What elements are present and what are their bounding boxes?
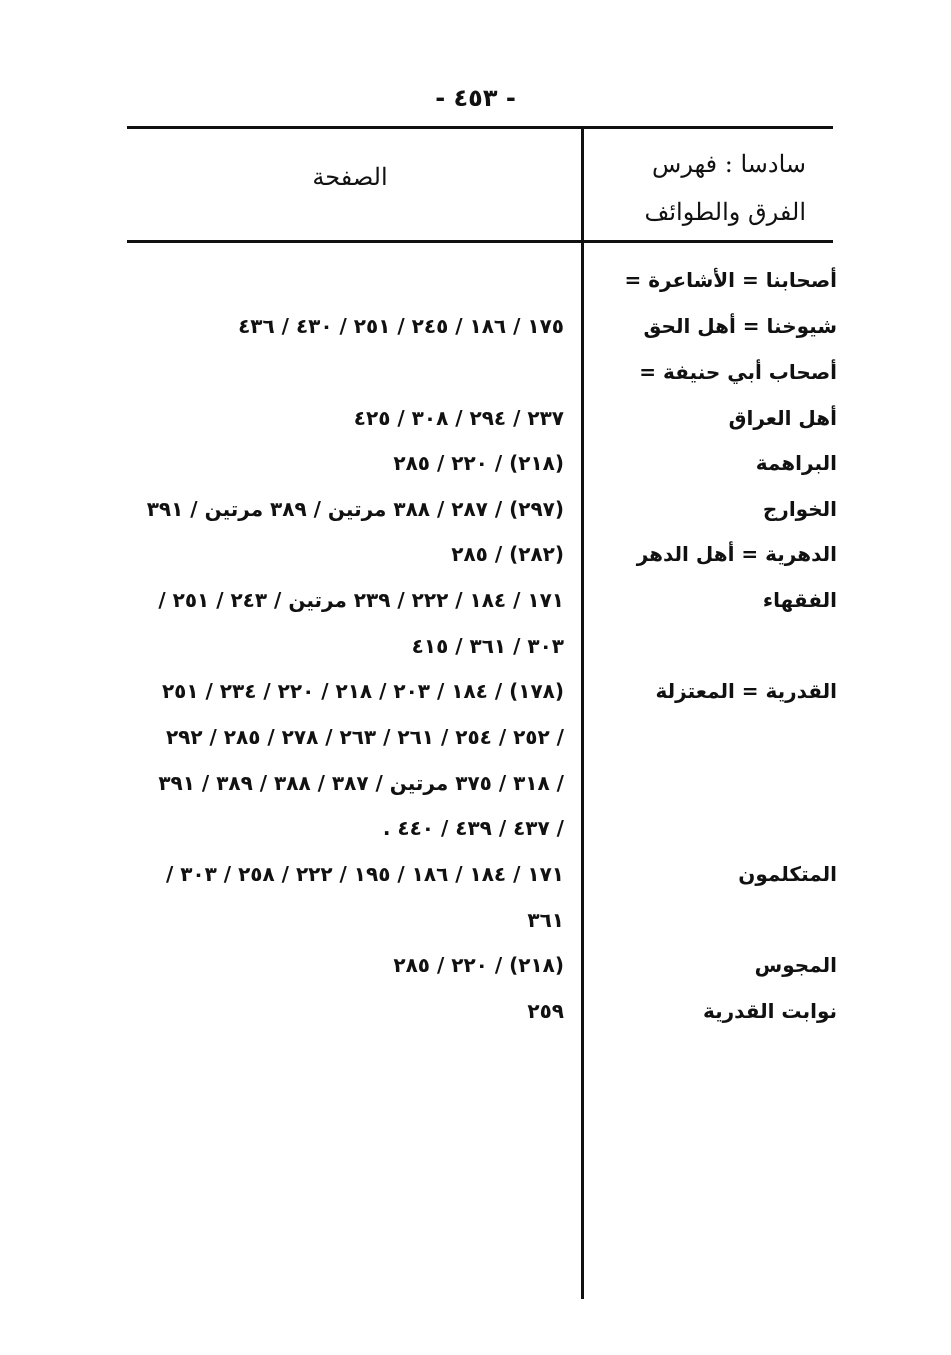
- index-term: نوابت القدرية: [702, 999, 837, 1023]
- index-pages: / ٢٥٢ / ٢٥٤ / ٢٦١ / ٢٦٣ / ٢٧٨ / ٢٨٥ / ٢٩٢: [165, 725, 564, 749]
- index-row: [0, 953, 951, 999]
- top-rule: [127, 126, 833, 129]
- index-pages: (١٧٨) / ١٨٤ / ٢٠٣ / ٢١٨ / ٢٢٠ / ٢٣٤ / ٢٥١: [161, 679, 564, 703]
- index-pages: / ٣١٨ / ٣٧٥ مرتين / ٣٨٧ / ٣٨٨ / ٣٨٩ / ٣٩١: [158, 771, 564, 795]
- index-pages: ٣٦١: [527, 908, 564, 932]
- index-pages: (٢١٨) / ٢٢٠ / ٢٨٥: [393, 953, 564, 977]
- index-row: [0, 314, 951, 360]
- index-row: [0, 725, 951, 771]
- index-pages: (٢١٨) / ٢٢٠ / ٢٨٥: [393, 451, 564, 475]
- index-pages: (٢٩٧) / ٢٨٧ / ٣٨٨ مرتين / ٣٨٩ مرتين / ٣٩١: [146, 497, 564, 521]
- index-row: [0, 862, 951, 908]
- index-term: شيوخنا = أهل الحق: [643, 314, 837, 338]
- index-pages: / ٤٣٧ / ٤٣٩ / ٤٤٠ .: [382, 816, 564, 840]
- index-term: أصحاب أبي حنيفة =: [639, 360, 837, 384]
- index-row: [0, 542, 951, 588]
- index-pages: ٣٠٣ / ٣٦١ / ٤١٥: [411, 634, 564, 658]
- index-pages: ٢٣٧ / ٢٩٤ / ٣٠٨ / ٤٢٥: [353, 406, 564, 430]
- index-pages: (٢٨٢) / ٢٨٥: [451, 542, 564, 566]
- index-term: الفقهاء: [762, 588, 837, 612]
- index-row: [0, 497, 951, 543]
- index-term: المتكلمون: [738, 862, 837, 886]
- pages-column-header: الصفحة: [312, 163, 388, 191]
- index-row: [0, 771, 951, 817]
- section-title-line1: سادسا : فهرس: [652, 150, 806, 178]
- index-term: المجوس: [754, 953, 837, 977]
- index-term: الخوارج: [762, 497, 837, 521]
- index-pages: ١٧٥ / ١٨٦ / ٢٤٥ / ٢٥١ / ٤٣٠ / ٤٣٦: [238, 314, 564, 338]
- index-row: [0, 816, 951, 862]
- index-term: الدهرية = أهل الدهر: [636, 542, 837, 566]
- index-row: [0, 679, 951, 725]
- index-row: [0, 360, 951, 406]
- section-title-line2: الفرق والطوائف: [644, 198, 806, 226]
- index-row: [0, 999, 951, 1045]
- index-row: [0, 634, 951, 680]
- section-title: [576, 140, 806, 236]
- index-row: [0, 451, 951, 497]
- index-row: [0, 908, 951, 954]
- index-term: أصحابنا = الأشاعرة =: [624, 268, 837, 292]
- index-term: القدرية = المعتزلة: [655, 679, 837, 703]
- index-row: [0, 406, 951, 452]
- header-bottom-rule: [127, 240, 833, 243]
- index-row: [0, 268, 951, 314]
- index-row: [0, 588, 951, 634]
- index-pages: ١٧١ / ١٨٤ / ١٨٦ / ١٩٥ / ٢٢٢ / ٢٥٨ / ٣٠٣ /: [165, 862, 564, 886]
- index-pages: ١٧١ / ١٨٤ / ٢٢٢ / ٢٣٩ مرتين / ٢٤٣ / ٢٥١ /: [158, 588, 564, 612]
- index-pages: ٢٥٩: [527, 999, 564, 1023]
- page-number: - ٤٥٣ -: [435, 84, 516, 112]
- index-term: أهل العراق: [728, 406, 837, 430]
- index-term: البراهمة: [755, 451, 837, 475]
